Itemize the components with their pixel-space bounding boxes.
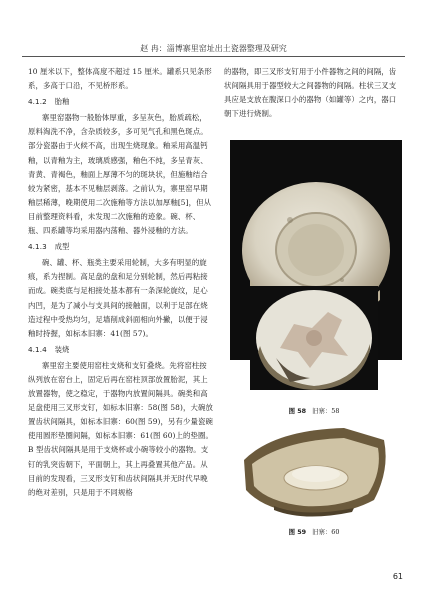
page-number: 61: [392, 572, 403, 581]
paragraph: 10 厘米以下，整体高度不超过 15 厘米。罐系只见条形系，多高于口沿，不见桥形系。: [28, 67, 212, 91]
section-heading: 4.1.2 胎釉: [28, 97, 70, 107]
section-heading: 4.1.3 成型: [28, 242, 70, 252]
figure-caption: 图 59 旧寨：60: [288, 528, 340, 536]
paragraph: 的器物，即三叉形支钉用于小件器物之间的间隔，齿状间隔具用于器型较大之间器物的间隔。柱状三叉支具应是支放在腹深口小的器物（如罐等）之内，器口朝下进行烧制。: [224, 67, 397, 119]
figure-caption: 图 58 旧寨：58: [288, 407, 340, 415]
section-heading: 4.1.4 装烧: [28, 344, 70, 354]
header-title: 淄博寨里窑址出土瓷器整理及研究: [166, 44, 287, 53]
figure-photo-spur: [250, 286, 378, 390]
paragraph: 碗、罐、杯、瓶类主要采用轮制，大多有明显的旋痕，系为捏制。高足盘的盘和足分别轮制，然后再粘接而成。碗类底与足相接处基本都有一条深轮旋纹，足心内凹，是为了减小与支具间的接触面，以利于足部在烧造过程中受热均匀，足墙削成斜面相向外撇，以便于浸釉时持握，如标本旧寨：41(图 57)。: [28, 258, 208, 338]
figure-photo-sherd: [234, 420, 396, 520]
right-column: [224, 65, 403, 121]
sherd-illustration: [234, 420, 396, 520]
header-author: 赵 冉: [140, 44, 159, 53]
running-header: 赵 冉：淄博寨里窑址出土瓷器整理及研究: [140, 44, 287, 53]
paragraph: 寨里窑器物一般胎体厚重，多呈灰色，胎质疏松，原料淘洗不净，含杂质较多，多可见气孔和黑色斑点。部分瓷器由于火候不高，出现生烧现象。釉采用高温钙釉，以青釉为主，玻璃质感强，釉色不纯，多呈青灰、青黄、青褐色，釉面上厚薄不匀的斑块状，但施釉结合较为紧密，基本不见釉层剥落。之前认为，寨里窑早期釉层稀薄，晚期使用二次施釉等方法以加厚釉[5]，但从目前整理资料看，未发现二次施釉的迹象。碗、杯、瓶、四系罐等均采用器内荡釉、器外浸釉的方法。: [28, 113, 212, 236]
header-rule: [22, 56, 405, 57]
left-column: [28, 65, 214, 500]
spur-illustration: [250, 286, 378, 390]
paragraph: 寨里窑主要使用窑柱支烧和支钉叠烧。先将窑柱按纵列放在窑台上，固定后再在窑柱顶部放置胎泥，其上放置器物，使之稳定，于器物内放置间隔具。碗类和高足盘使用三叉形支钉，如标本旧寨：58(图 58)，大碗放置齿状间隔具，如标本旧寨：60(图 59)，另有少量瓷碗使用圆形垫圈间隔，如标本旧寨：61(图 60)上的垫圈。B 型齿状间隔具是用于支烧杯或小碗等较小的器物。支钉的乳突齿朝下，平面朝上，其上再叠置其他产品。从目前的发现看，三叉形支钉和齿状间隔具并无时代早晚的绝对差别，只是用于不同规格: [28, 360, 213, 497]
